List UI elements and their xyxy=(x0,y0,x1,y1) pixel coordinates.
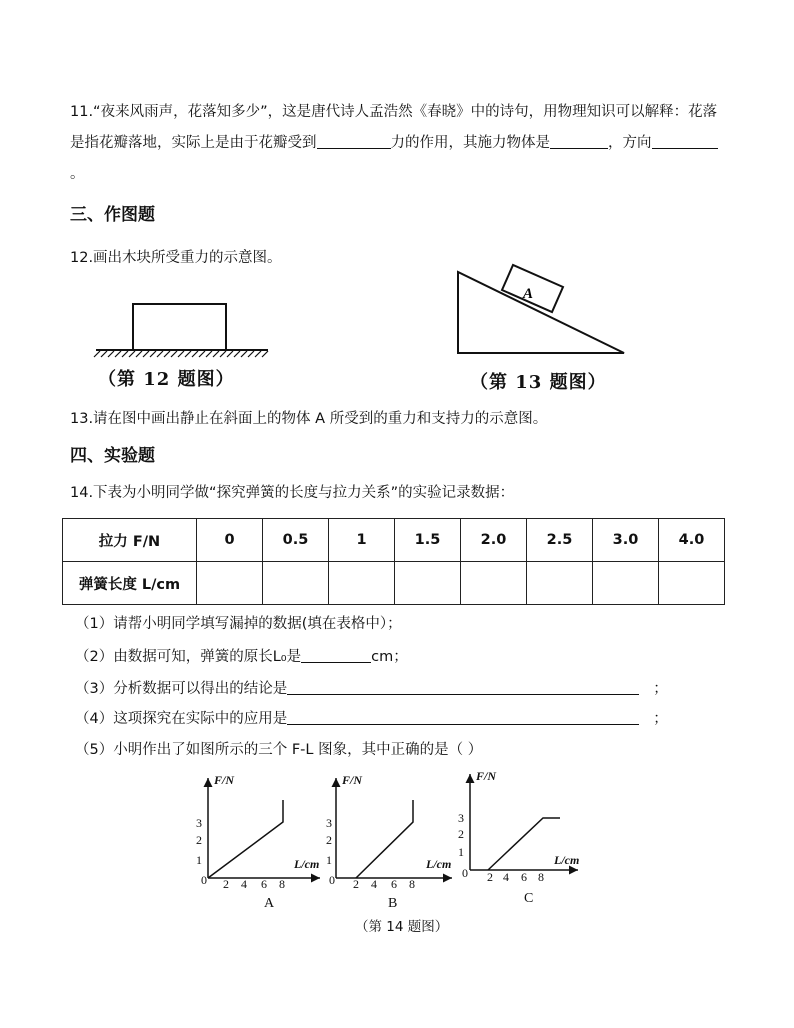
sub-question-3 xyxy=(75,677,668,698)
length-cell[interactable] xyxy=(197,562,263,605)
row-label-length: 弹簧长度 L/cm xyxy=(63,562,197,605)
sub3-text: （3）分析数据可以得出的结论是 xyxy=(75,681,288,697)
graph-a-origin: 0 xyxy=(201,873,207,887)
figure-14-caption: （第 14 题图） xyxy=(355,919,449,935)
question-13: 13.请在图中画出静止在斜面上的物体 A 所受到的重力和支持力的示意图。 xyxy=(70,411,548,427)
force-cell: 2.5 xyxy=(527,519,593,562)
graph-b-origin: 0 xyxy=(329,873,335,887)
graph-a-y-tick: 1 xyxy=(196,853,202,867)
figure-13-incline xyxy=(450,262,630,360)
spring-data-table xyxy=(62,518,725,605)
graph-b-y-tick: 2 xyxy=(326,833,332,847)
graph-a-x-tick: 4 xyxy=(241,877,247,891)
sub4-text: （4）这项探究在实际中的应用是 xyxy=(75,711,288,727)
sub-question-5: （5）小明作出了如图所示的三个 F-L 图象，其中正确的是（ ） xyxy=(75,742,483,758)
graph-a-x-label: L/cm xyxy=(294,857,320,871)
length-cell[interactable] xyxy=(461,562,527,605)
sub2-text: （2）由数据可知，弹簧的原长L₀是 xyxy=(75,649,302,665)
graph-c-line xyxy=(488,818,560,870)
graph-a-label: A xyxy=(264,896,275,910)
graph-a xyxy=(196,773,320,910)
row-label-force: 拉力 F/N xyxy=(63,519,197,562)
length-cell[interactable] xyxy=(395,562,461,605)
force-cell: 0 xyxy=(197,519,263,562)
q11-text-3: ，方向 xyxy=(608,135,652,151)
force-cell: 1 xyxy=(329,519,395,562)
graph-c-x-tick: 4 xyxy=(503,870,509,884)
graph-b-y-tick: 1 xyxy=(326,853,332,867)
q11-text-1: 11.“夜来风雨声，花落知多少”，这是唐代诗人孟浩然《春晓》中的诗句，用物理知识可以解释：花落是指花瓣落地，实际上是由于花瓣受到 xyxy=(70,104,718,151)
graph-b-label: B xyxy=(388,896,398,910)
figure-12-block-on-ground xyxy=(88,296,278,358)
graph-a-line xyxy=(208,800,283,878)
sub3-blank-conclusion[interactable] xyxy=(287,678,639,695)
graph-a-x-tick: 2 xyxy=(223,877,229,891)
f-l-graphs-figure xyxy=(190,770,590,910)
sub2-unit: cm； xyxy=(371,649,408,665)
length-cell[interactable] xyxy=(329,562,395,605)
sub3-end: ； xyxy=(653,681,668,697)
graph-b-line xyxy=(356,800,413,878)
section-heading-experiment: 四、实验题 xyxy=(70,446,155,466)
length-cell[interactable] xyxy=(263,562,329,605)
length-cell[interactable] xyxy=(593,562,659,605)
graph-c-x-tick: 8 xyxy=(538,870,544,884)
question-14: 14.下表为小明同学做“探究弹簧的长度与拉力关系”的实验记录数据： xyxy=(70,485,515,501)
length-cell[interactable] xyxy=(659,562,725,605)
question-12: 12.画出木块所受重力的示意图。 xyxy=(70,250,282,266)
graph-c xyxy=(458,770,579,906)
sub2-blank-length[interactable] xyxy=(301,646,371,663)
sub4-end: ； xyxy=(653,711,668,727)
graph-b-x-tick: 8 xyxy=(409,877,415,891)
graph-b-x-label: L/cm xyxy=(426,857,452,871)
force-cell: 1.5 xyxy=(395,519,461,562)
graph-c-y-tick: 1 xyxy=(458,845,464,859)
question-11 xyxy=(70,97,730,190)
graph-a-y-tick: 2 xyxy=(196,833,202,847)
graph-b-x-tick: 4 xyxy=(371,877,377,891)
graph-b-x-tick: 2 xyxy=(353,877,359,891)
graph-a-x-tick: 6 xyxy=(261,877,267,891)
sub-question-2 xyxy=(75,645,408,666)
length-cell[interactable] xyxy=(527,562,593,605)
graph-b-y-tick: 3 xyxy=(326,816,332,830)
graph-a-x-tick: 8 xyxy=(279,877,285,891)
graph-b xyxy=(326,773,452,910)
graph-c-y-tick: 3 xyxy=(458,811,464,825)
sub-question-4 xyxy=(75,707,668,728)
graph-c-x-tick: 2 xyxy=(487,870,493,884)
force-cell: 2.0 xyxy=(461,519,527,562)
q11-text-2: 力的作用，其施力物体是 xyxy=(390,135,550,151)
q11-text-4: 。 xyxy=(70,166,85,182)
sub-question-1: （1）请帮小明同学填写漏掉的数据(填在表格中）； xyxy=(75,616,402,632)
graph-c-origin: 0 xyxy=(462,866,468,880)
wooden-block xyxy=(133,304,226,350)
graph-c-x-tick: 6 xyxy=(521,870,527,884)
force-cell: 3.0 xyxy=(593,519,659,562)
graph-c-y-label: F/N xyxy=(476,770,497,783)
force-cell: 0.5 xyxy=(263,519,329,562)
table-row-length xyxy=(63,562,725,605)
q11-blank-force[interactable] xyxy=(317,132,391,149)
graph-a-y-tick: 3 xyxy=(196,816,202,830)
graph-c-label: C xyxy=(524,891,534,906)
q11-blank-agent[interactable] xyxy=(550,132,608,149)
figure-12-caption: （第 12 题图） xyxy=(98,369,235,390)
object-a-label: A xyxy=(522,286,534,302)
sub4-blank-application[interactable] xyxy=(287,708,639,725)
q11-blank-direction[interactable] xyxy=(652,132,718,149)
ground-hatching xyxy=(94,351,268,357)
force-cell: 4.0 xyxy=(659,519,725,562)
figure-13-caption: （第 13 题图） xyxy=(470,372,607,393)
table-row-force xyxy=(63,519,725,562)
graph-c-x-label: L/cm xyxy=(554,853,580,867)
graph-b-x-tick: 6 xyxy=(391,877,397,891)
section-heading-drawing: 三、作图题 xyxy=(70,205,155,225)
graph-a-y-label: F/N xyxy=(214,773,235,787)
graph-c-y-tick: 2 xyxy=(458,827,464,841)
graph-b-y-label: F/N xyxy=(342,773,363,787)
